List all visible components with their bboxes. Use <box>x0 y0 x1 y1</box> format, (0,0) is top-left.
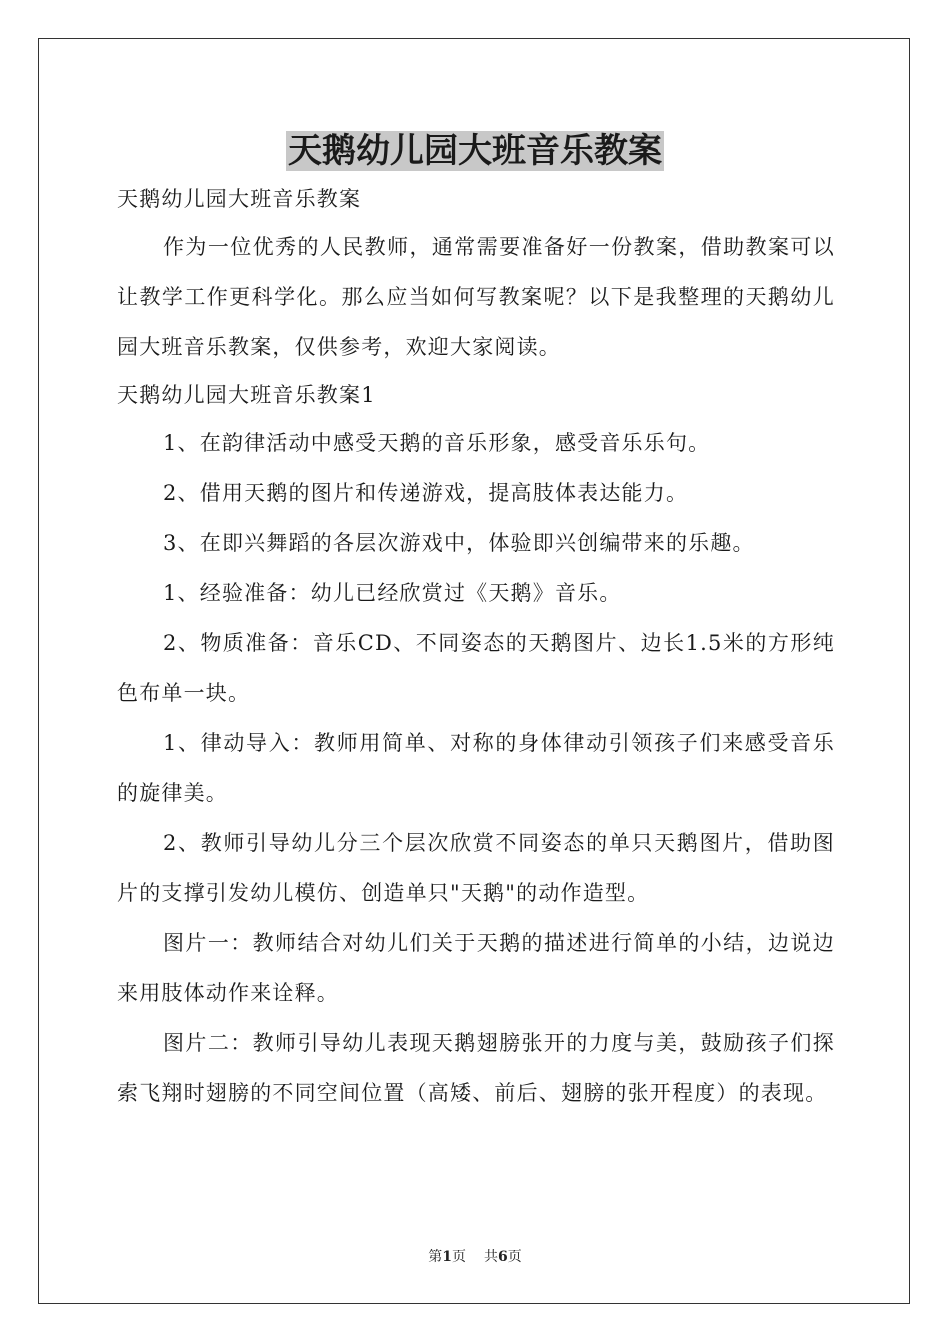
paragraph-prep-2: 2、物质准备：音乐CD、不同姿态的天鹅图片、边长1.5米的方形纯色布单一块。 <box>117 631 835 705</box>
footer-page-prefix: 第 <box>428 1249 443 1265</box>
footer-total-prefix: 共 <box>484 1249 498 1265</box>
footer-page-current: 1 <box>442 1249 452 1265</box>
paragraph-goal-3: 3、在即兴舞蹈的各层次游戏中，体验即兴创编带来的乐趣。 <box>163 531 755 555</box>
paragraph-picture-1: 图片一：教师结合对幼儿们关于天鹅的描述进行简单的小结，边说边来用肢体动作来诠释。 <box>117 931 835 1005</box>
paragraph-section-heading: 天鹅幼儿园大班音乐教案1 <box>117 383 376 407</box>
document-body <box>117 176 835 1118</box>
paragraph-step-2: 2、教师引导幼儿分三个层次欣赏不同姿态的单只天鹅图片，借助图片的支撑引发幼儿模仿、创造单只"天鹅"的动作造型。 <box>117 831 835 905</box>
paragraph-picture-2: 图片二：教师引导幼儿表现天鹅翅膀张开的力度与美，鼓励孩子们探索飞翔时翅膀的不同空间位置（高矮、前后、翅膀的张开程度）的表现。 <box>117 1031 835 1105</box>
footer-page-total: 6 <box>498 1249 508 1265</box>
document-title <box>0 128 950 174</box>
paragraph-step-1: 1、律动导入：教师用简单、对称的身体律动引领孩子们来感受音乐的旋律美。 <box>117 731 835 805</box>
page-footer <box>0 1246 950 1266</box>
footer-total-suffix: 页 <box>507 1249 522 1265</box>
paragraph-prep-1: 1、经验准备：幼儿已经欣赏过《天鹅》音乐。 <box>163 581 622 605</box>
document-title-text: 天鹅幼儿园大班音乐教案 <box>288 131 662 171</box>
footer-page-suffix: 页 <box>452 1249 466 1265</box>
paragraph-goal-1: 1、在韵律活动中感受天鹅的音乐形象，感受音乐乐句。 <box>163 431 711 455</box>
paragraph-intro: 作为一位优秀的人民教师，通常需要准备好一份教案，借助教案可以让教学工作更科学化。那么应当如何写教案呢？以下是我整理的天鹅幼儿园大班音乐教案，仅供参考，欢迎大家阅读。 <box>117 235 835 359</box>
paragraph-intro-heading: 天鹅幼儿园大班音乐教案 <box>117 187 362 211</box>
paragraph-goal-2: 2、借用天鹅的图片和传递游戏，提高肢体表达能力。 <box>163 481 689 505</box>
